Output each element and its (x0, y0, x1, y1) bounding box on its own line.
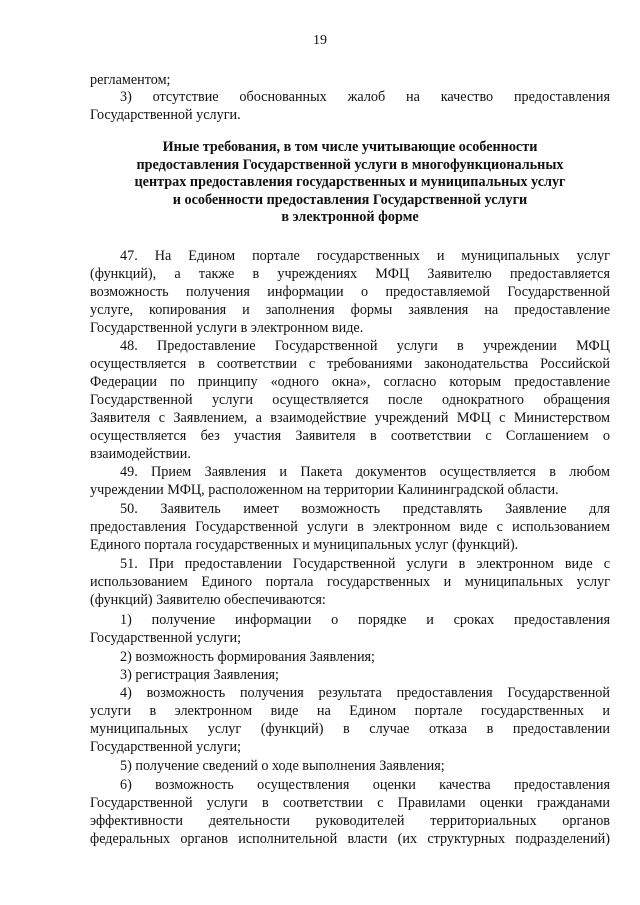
text-line: предоставления Государственной услуги в электронном виде с использованием (90, 519, 610, 535)
text-line: Государственной услуги в электронном виде. (90, 320, 364, 336)
text-line: муниципальных услуг (функций) в случае отказа в предоставлении (90, 721, 610, 737)
page-number: 19 (313, 33, 327, 48)
text-line: 49. Прием Заявления и Пакета документов осуществляется в любом (120, 464, 610, 480)
text-line: взаимодействии. (90, 446, 191, 462)
text-line: федеральных органов исполнительной власти (их структурных подразделений) (90, 831, 610, 847)
text-line: эффективности деятельности руководителей территориальных органов (90, 813, 610, 829)
text-line: Государственной услуги; (90, 630, 242, 646)
text-line: 5) получение сведений о ходе выполнения Заявления; (120, 758, 445, 774)
heading-line: Иные требования, в том числе учитывающие особенности (162, 139, 538, 155)
text-line: 4) возможность получения результата предоставления Государственной (120, 685, 610, 701)
text-line: возможность получения информации о предоставляемой Государственной (90, 284, 610, 300)
text-line: Государственной услуги в соответствии с Правилами оценки гражданами (90, 795, 610, 811)
text-line: 1) получение информации о порядке и сроках предоставления (120, 612, 610, 628)
text-line: 48. Предоставление Государственной услуги в учреждении МФЦ (120, 338, 610, 354)
text-line: учреждении МФЦ, расположенном на территории Калининградской области. (90, 482, 559, 498)
text-line: Государственной услуги; (90, 739, 242, 755)
text-line: осуществляется в соответствии с требованиями законодательства Российской (90, 356, 610, 372)
heading-line: центрах предоставления государственных и муниципальных услуг (134, 174, 566, 191)
text-line: осуществляется без участия Заявителя в соответствии с Соглашением о (90, 428, 610, 444)
text-line: 51. При предоставлении Государственной услуги в электронном виде с (120, 556, 610, 572)
text-line: использованием Единого портала государственных и муниципальных услуг (90, 574, 610, 590)
text-line: услуге, копирования и заполнения формы заявления на предоставление (90, 302, 610, 318)
text-line: (функций) Заявителю обеспечиваются: (90, 592, 326, 608)
text-line: 3) отсутствие обоснованных жалоб на качество предоставления (120, 89, 610, 105)
heading-line: и особенности предоставления Государственной услуги (172, 191, 528, 208)
heading-line: предоставления Государственной услуги в многофункциональных (136, 156, 564, 173)
text-line: Федерации по принципу «одного окна», согласно которым предоставление (90, 374, 610, 390)
text-line: (функций), а также в учреждениях МФЦ Заявителю предоставляется (90, 266, 610, 282)
text-line: регламентом; (90, 72, 171, 88)
text-line: Заявителя с Заявлением, а взаимодействие учреждений МФЦ с Министерством (90, 410, 610, 426)
text-line: 2) возможность формирования Заявления; (120, 649, 376, 665)
heading-line: в электронной форме (281, 209, 419, 226)
text-line: 47. На Едином портале государственных и муниципальных услуг (120, 248, 610, 264)
section-heading (90, 139, 610, 227)
text-line: Государственной услуги осуществляется после однократного обращения (90, 392, 610, 408)
text-line: 6) возможность осуществления оценки качества предоставления (120, 777, 610, 793)
text-line: Единого портала государственных и муниципальных услуг (функций). (90, 537, 519, 553)
text-line: Государственной услуги. (90, 107, 241, 123)
text-line: услуги в электронном виде на Едином портале государственных и (90, 703, 610, 719)
text-line: 3) регистрация Заявления; (120, 667, 279, 683)
text-line: 50. Заявитель имеет возможность представлять Заявление для (120, 501, 610, 517)
